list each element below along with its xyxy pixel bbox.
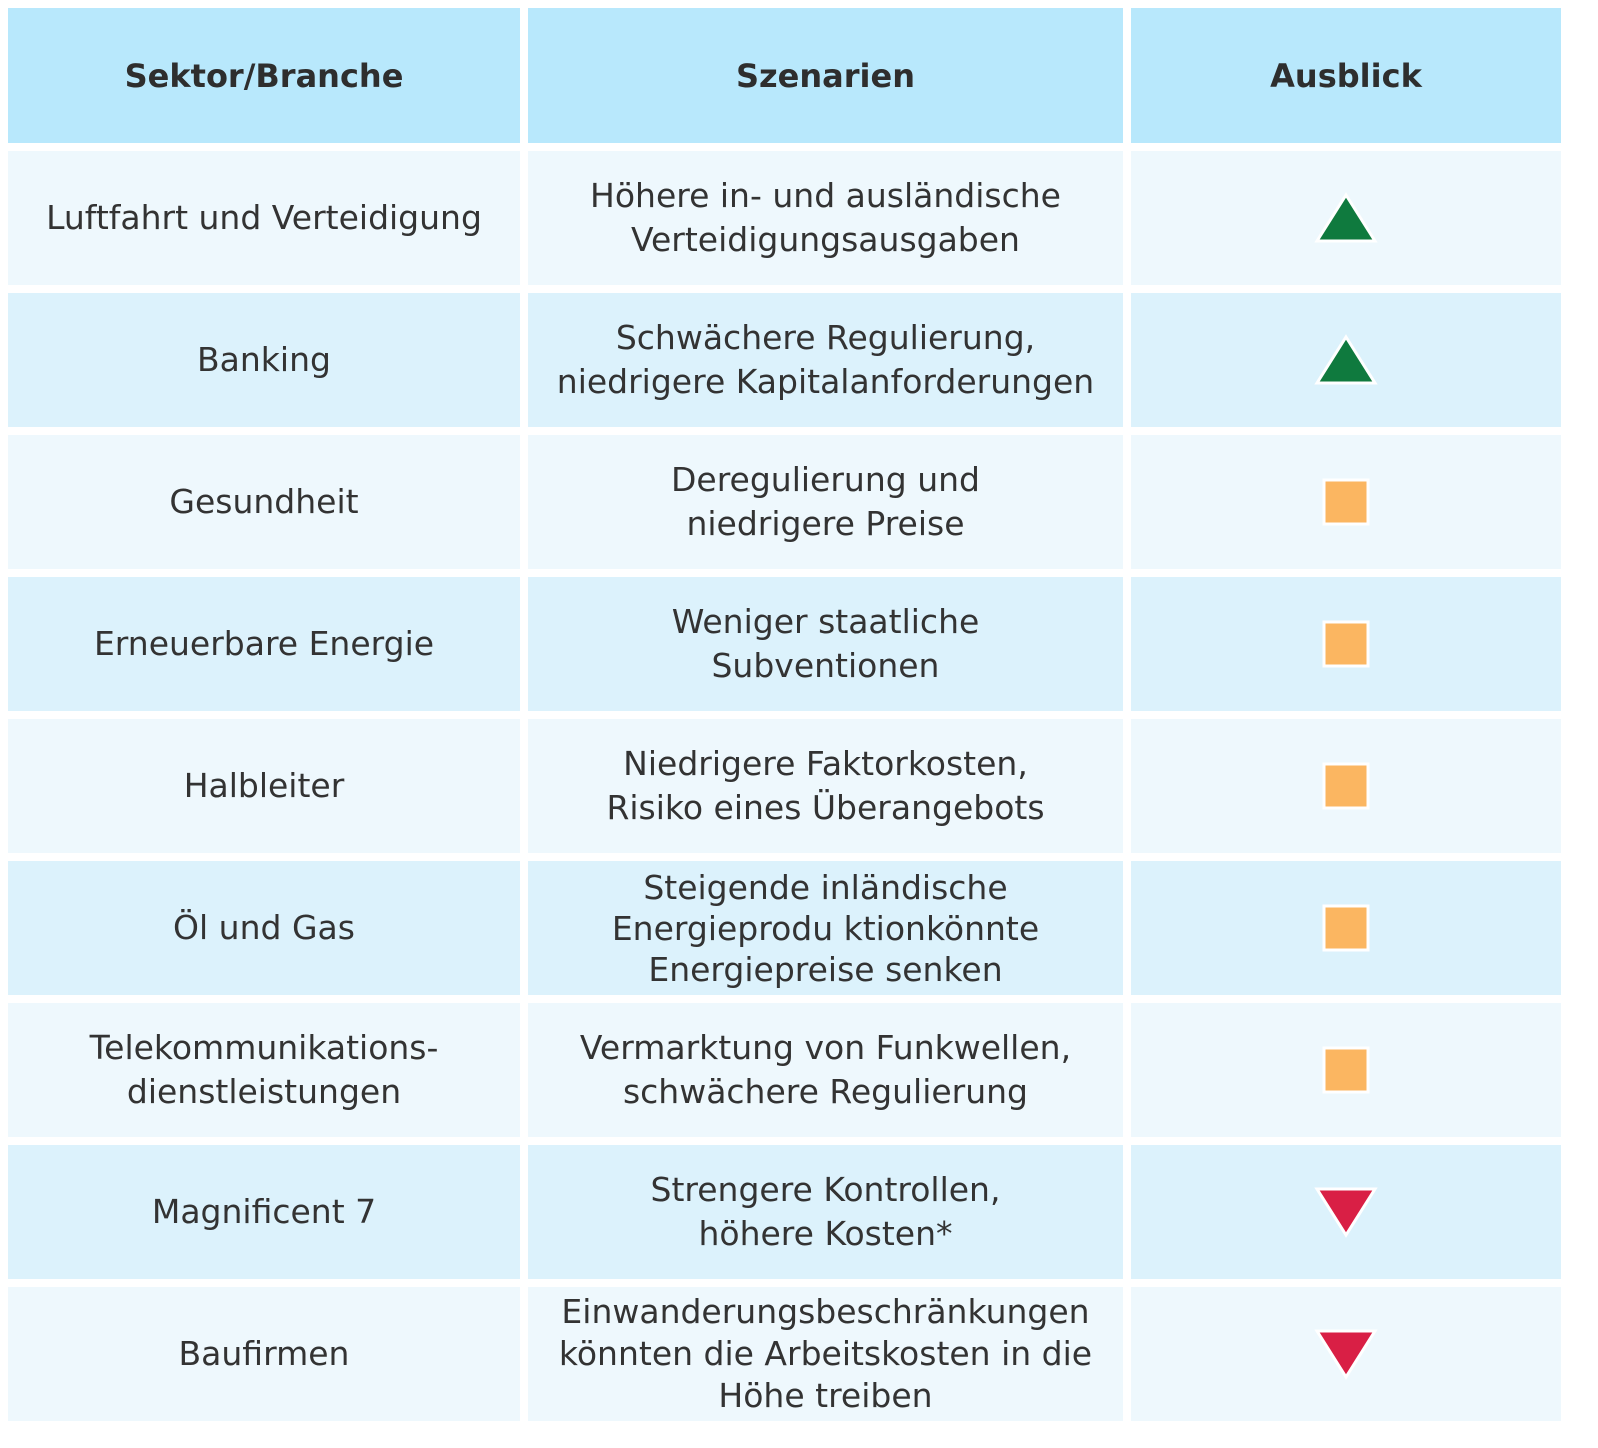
row-6-sector: Öl und Gas [8,861,520,995]
row-7-scenario: Vermarktung von Funkwellen, schwächere Regulierung [528,1003,1123,1137]
header-outlook: Ausblick [1131,8,1561,143]
row-9-outlook [1131,1287,1561,1421]
row-4-scenario: Weniger staatliche Subventionen [528,577,1123,711]
row-4-sector: Erneuerbare Energie [8,577,520,711]
square-icon [1322,1046,1370,1094]
square-icon [1322,620,1370,668]
header-scenarios: Szenarien [528,8,1123,143]
row-1-scenario: Höhere in- und ausländische Verteidigungsausgaben [528,151,1123,285]
down-triangle-icon [1314,1328,1378,1380]
row-8-sector: Magnificent 7 [8,1145,520,1279]
row-7-outlook [1131,1003,1561,1137]
row-5-sector: Halbleiter [8,719,520,853]
square-icon [1322,478,1370,526]
row-6-scenario: Steigende inländische Energieprodu ktionkönnte Energiepreise senken [528,861,1123,995]
row-8-outlook [1131,1145,1561,1279]
row-7-sector: Telekommunikations- dienstleistungen [8,1003,520,1137]
row-2-outlook [1131,293,1561,427]
up-triangle-icon [1314,192,1378,244]
down-triangle-icon [1314,1186,1378,1238]
row-9-scenario: Einwanderungsbeschränkungen könnten die Arbeitskosten in die Höhe treiben [528,1287,1123,1421]
row-2-sector: Banking [8,293,520,427]
row-5-outlook [1131,719,1561,853]
row-3-scenario: Deregulierung und niedrigere Preise [528,435,1123,569]
row-1-sector: Luftfahrt und Verteidigung [8,151,520,285]
sector-outlook-table [8,8,1561,1421]
row-8-scenario: Strengere Kontrollen, höhere Kosten* [528,1145,1123,1279]
row-6-outlook [1131,861,1561,995]
row-1-outlook [1131,151,1561,285]
header-sector: Sektor/Branche [8,8,520,143]
up-triangle-icon [1314,334,1378,386]
row-3-sector: Gesundheit [8,435,520,569]
row-9-sector: Baufirmen [8,1287,520,1421]
square-icon [1322,762,1370,810]
row-4-outlook [1131,577,1561,711]
row-5-scenario: Niedrigere Faktorkosten, Risiko eines Überangebots [528,719,1123,853]
square-icon [1322,904,1370,952]
row-2-scenario: Schwächere Regulierung, niedrigere Kapitalanforderungen [528,293,1123,427]
row-3-outlook [1131,435,1561,569]
